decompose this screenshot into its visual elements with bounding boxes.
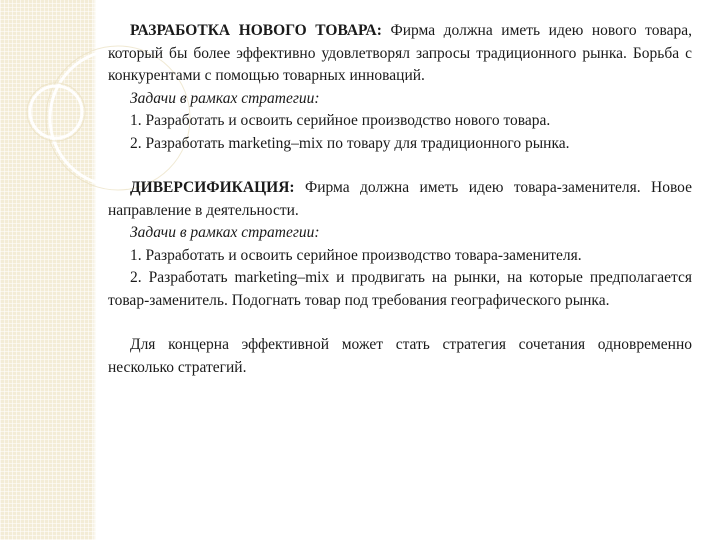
section-spacer bbox=[108, 155, 692, 177]
slide-content bbox=[108, 20, 692, 379]
text-diversification: Фирма должна иметь идею товара-заменителя. Новое направление в деятельности. bbox=[108, 179, 692, 219]
section-spacer bbox=[108, 312, 692, 334]
tasks-label-new-product: Задачи в рамках стратегии: bbox=[130, 89, 320, 107]
section-diversification bbox=[108, 177, 692, 222]
tasks-label-diversification: Задачи в рамках стратегии: bbox=[130, 224, 320, 241]
task-diversification-1: 1. Разработать и освоить серийное производство товара-заменителя. bbox=[130, 246, 582, 264]
conclusion-text: Для концерна эффективной может стать стратегия сочетания одновременно несколько стратегий. bbox=[108, 336, 692, 376]
task-new-product-1: 1. Разработать и освоить серийное производство нового товара. bbox=[130, 112, 551, 129]
task-diversification-2: 2. Разработать marketing–mix и продвигать на рынки, на которые предполагается товар-заменитель. Подогнать товар под требования географического рынка. bbox=[108, 269, 692, 309]
heading-new-product: РАЗРАБОТКА НОВОГО ТОВАРА: bbox=[130, 22, 382, 39]
decorative-side-band bbox=[0, 0, 96, 540]
text-new-product: Фирма должна иметь идею нового товара, который бы более эффективно удовлетворял запросы традиционного рынка. Борьба с конкурентами с помощью товарных инноваций. bbox=[108, 22, 693, 84]
task-new-product-2: 2. Разработать marketing–mix по товару для традиционного рынка. bbox=[130, 134, 570, 152]
section-new-product bbox=[108, 20, 692, 88]
heading-diversification: ДИВЕРСИФИКАЦИЯ: bbox=[130, 179, 295, 196]
